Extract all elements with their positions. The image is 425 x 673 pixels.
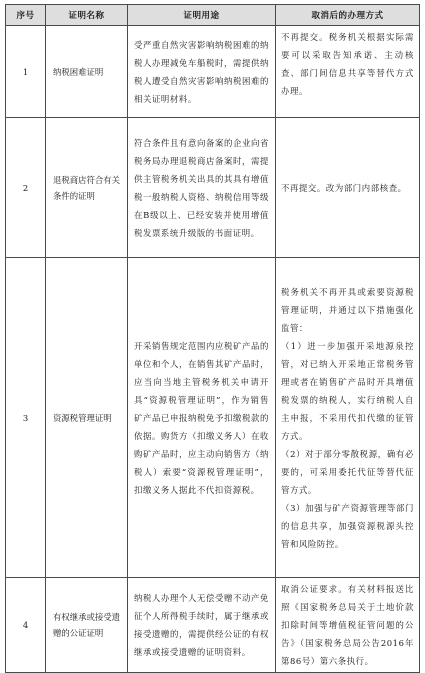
certificate-usage: 开采销售规定范围内应税矿产品的单位和个人，在销售其矿产品时，应当向当地主管税务机关申请开具“资源税管理证明”，作为销售矿产品已申报纳税免予扣缴税款的依据。购货方（扣缴义务人）在收购矿产品时，应主动向销售方（纳税人）索要“资源税管理证明”，扣缴义务人据此不代扣资源税。 [128,258,276,578]
table-row [6,118,420,258]
header-certificate-usage: 证明用途 [128,5,276,26]
method-paragraph: （1）进一步加强开采地源泉控管，对已纳入开采地正常税务管理或者在销售矿产品时开具增值税发票的纳税人，实行纳税人自主申报，不采用代扣代缴的征管方式。 [281,340,414,441]
row-number: 2 [6,118,46,258]
method-paragraph: （3）加强与矿产资源管理等部门的信息共享，加强资源税源头控管和风险防控。 [281,502,414,549]
certificate-usage: 符合条件且有意向备案的企业向省税务局办理退税商店备案时，需提供主管税务机关出具的其具有增值税一般纳税人资格、纳税信用等级在B级以上、已经安装并使用增值税发票系统升级版的书面证明。 [128,118,276,258]
certificate-name: 有权继承或接受遗赠的公证证明 [46,578,128,673]
handling-method [276,258,420,578]
handling-method [276,26,420,118]
row-number: 4 [6,578,46,673]
table-row [6,258,420,578]
certificate-usage: 受严重自然灾害影响纳税困难的纳税人办理减免车船税时，需提供纳税人遭受自然灾害影响纳税困难的相关证明材料。 [128,26,276,118]
table-row [6,26,420,118]
header-certificate-name: 证明名称 [46,5,128,26]
header-number: 序号 [6,5,46,26]
row-number: 1 [6,26,46,118]
method-paragraph: 取消公证要求。有关材料报送比照《国家税务总局关于土地价款扣除时间等增值税征管问题的公告》（国家税务总局公告2016年第86号）第六条执行。 [281,584,414,666]
handling-method [276,118,420,258]
certificate-usage: 纳税人办理个人无偿受赠不动产免征个人所得税手续时，属于继承或接受遗赠的，需提供经公证的有权继承或接受遗赠的证明资料。 [128,578,276,673]
method-paragraph: 税务机关不再开具或索要资源税管理证明，并通过以下措施强化监管： [281,286,414,333]
header-handling-after-cancel: 取消后的办理方式 [276,5,420,26]
certificate-table [5,4,420,673]
table-row [6,578,420,673]
row-number: 3 [6,258,46,578]
certificate-name: 资源税管理证明 [46,258,128,578]
handling-method [276,578,420,673]
certificate-name: 纳税困难证明 [46,26,128,118]
method-paragraph: 不再提交。税务机关根据实际需要可以采取告知承诺、主动核查、部门间信息共享等替代方式办理。 [281,32,414,96]
method-paragraph: 不再提交。改为部门内部核查。 [281,182,407,193]
certificate-name: 退税商店符合有关条件的证明 [46,118,128,258]
method-paragraph: （2）对于部分零散税源，确有必要的，可采用委托代征等替代征管方式。 [281,448,414,495]
table-header-row [6,5,420,26]
